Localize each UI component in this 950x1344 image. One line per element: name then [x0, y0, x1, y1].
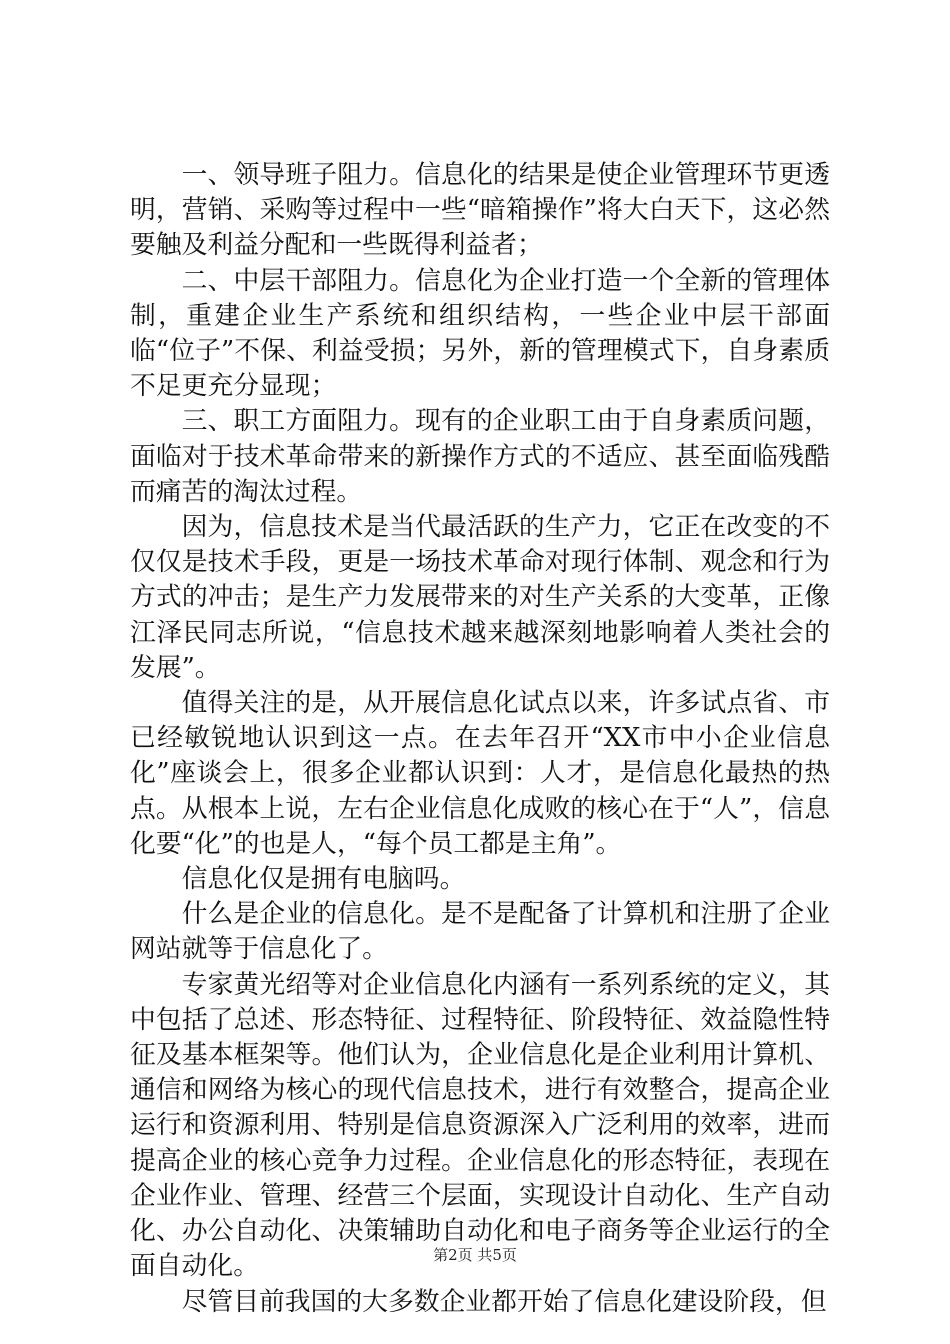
paragraph-3: 三、职工方面阻力。现有的企业职工由于自身素质问题，面临对于技术革命带来的新操作方式的不适应、甚至面临残酷而痛苦的淘汰过程。: [130, 406, 830, 507]
paragraph-8: 专家黄光绍等对企业信息化内涵有一系列系统的定义，其中包括了总述、形态特征、过程特征、阶段特征、效益隐性特征及基本框架等。他们认为，企业信息化是企业利用计算机、通信和网络为核心的现代信息技术，进行有效整合，提高企业运行和资源利用、特别是信息资源深入广泛利用的效率，进而提高企业的核心竞争力过程。企业信息化的形态特征，表现在企业作业、管理、经营三个层面，实现设计自动化、生产自动化、办公自动化、决策辅助自动化和电子商务等企业运行的全面自动化。: [130, 969, 830, 1282]
document-body: [130, 158, 830, 1320]
paragraph-9: 尽管目前我国的大多数企业都开始了信息化建设阶段，但: [181, 1286, 827, 1317]
paragraph-7: 什么是企业的信息化。是不是配备了计算机和注册了企业网站就等于信息化了。: [130, 899, 830, 965]
paragraph-5: 值得关注的是，从开展信息化试点以来，许多试点省、市已经敏锐地认识到这一点。在去年召开“XX市中小企业信息化”座谈会上，很多企业都认识到：人才，是信息化最热的热点。从根本上说，左右企业信息化成败的核心在于“人”，信息化要“化”的也是人，“每个员工都是主角”。: [130, 688, 830, 859]
paragraph-6: 信息化仅是拥有电脑吗。: [181, 864, 466, 895]
paragraph-4: 因为，信息技术是当代最活跃的生产力，它正在改变的不仅仅是技术手段，更是一场技术革命对现行体制、观念和行为方式的冲击；是生产力发展带来的对生产关系的大变革，正像江泽民同志所说，“信息技术越来越深刻地影响着人类社会的发展”。: [130, 512, 830, 683]
page-number-label: 第2页 共5页: [433, 1246, 517, 1264]
paragraph-2: 二、中层干部阻力。信息化为企业打造一个全新的管理体制，重建企业生产系统和组织结构，一些企业中层干部面临“位子”不保、利益受损；另外，新的管理模式下，自身素质不足更充分显现；: [130, 265, 830, 402]
paragraph-1: 一、领导班子阻力。信息化的结果是使企业管理环节更透明，营销、采购等过程中一些“暗箱操作”将大白天下，这必然要触及利益分配和一些既得利益者；: [130, 160, 830, 261]
page-footer: [0, 1245, 950, 1265]
